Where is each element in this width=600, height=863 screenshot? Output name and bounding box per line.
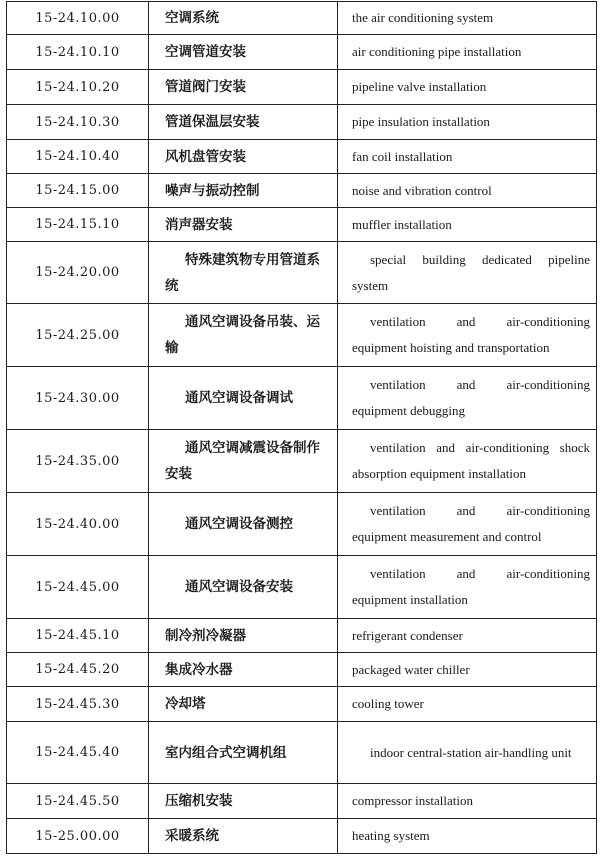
chinese-term-cell: 通风空调减震设备制作安装 <box>149 430 338 493</box>
chinese-term-cell: 通风空调设备安装 <box>149 556 338 619</box>
table-row <box>7 140 597 174</box>
english-term-cell: ventilation and air-conditioning shock absorption equipment installation <box>338 430 597 493</box>
chinese-term-cell: 风机盘管安装 <box>149 140 338 174</box>
classification-table <box>6 1 597 854</box>
english-term-cell: heating system <box>338 819 597 854</box>
english-term-cell: noise and vibration control <box>338 174 597 208</box>
chinese-term-cell: 消声器安装 <box>149 208 338 242</box>
english-term-cell: refrigerant condenser <box>338 619 597 653</box>
chinese-term-cell: 噪声与振动控制 <box>149 174 338 208</box>
table-row <box>7 653 597 687</box>
code-cell: 15-24.45.10 <box>7 619 149 653</box>
chinese-term-cell: 压缩机安装 <box>149 784 338 819</box>
english-term-cell: muffler installation <box>338 208 597 242</box>
table-row <box>7 722 597 784</box>
table-row <box>7 174 597 208</box>
code-cell: 15-24.10.10 <box>7 35 149 70</box>
code-cell: 15-24.20.00 <box>7 242 149 304</box>
code-cell: 15-24.10.40 <box>7 140 149 174</box>
english-term-cell: air conditioning pipe installation <box>338 35 597 70</box>
code-cell: 15-24.35.00 <box>7 430 149 493</box>
table-row <box>7 819 597 854</box>
english-term-cell: pipeline valve installation <box>338 70 597 105</box>
chinese-term-cell: 空调系统 <box>149 2 338 35</box>
chinese-term-cell: 管道阀门安装 <box>149 70 338 105</box>
table-row <box>7 784 597 819</box>
code-cell: 15-24.10.30 <box>7 105 149 140</box>
english-term-cell: fan coil installation <box>338 140 597 174</box>
english-term-cell: packaged water chiller <box>338 653 597 687</box>
chinese-term-cell: 通风空调设备测控 <box>149 493 338 556</box>
table-row <box>7 208 597 242</box>
english-term-cell: ventilation and air-conditioning equipment hoisting and transportation <box>338 304 597 367</box>
code-cell: 15-24.45.30 <box>7 687 149 722</box>
table-row <box>7 430 597 493</box>
table-row <box>7 35 597 70</box>
code-cell: 15-24.45.00 <box>7 556 149 619</box>
code-cell: 15-24.10.00 <box>7 2 149 35</box>
table-row <box>7 493 597 556</box>
chinese-term-cell: 采暖系统 <box>149 819 338 854</box>
table-row <box>7 70 597 105</box>
english-term-cell: special building dedicated pipeline system <box>338 242 597 304</box>
english-term-cell: pipe insulation installation <box>338 105 597 140</box>
chinese-term-cell: 室内组合式空调机组 <box>149 722 338 784</box>
table-row <box>7 304 597 367</box>
chinese-term-cell: 空调管道安装 <box>149 35 338 70</box>
english-term-cell: ventilation and air-conditioning equipment installation <box>338 556 597 619</box>
chinese-term-cell: 通风空调设备吊装、运输 <box>149 304 338 367</box>
code-cell: 15-24.30.00 <box>7 367 149 430</box>
chinese-term-cell: 通风空调设备调试 <box>149 367 338 430</box>
table-row <box>7 687 597 722</box>
table-row <box>7 242 597 304</box>
code-cell: 15-24.45.50 <box>7 784 149 819</box>
code-cell: 15-25.00.00 <box>7 819 149 854</box>
english-term-cell: ventilation and air-conditioning equipment measurement and control <box>338 493 597 556</box>
chinese-term-cell: 集成冷水器 <box>149 653 338 687</box>
chinese-term-cell: 冷却塔 <box>149 687 338 722</box>
code-cell: 15-24.15.10 <box>7 208 149 242</box>
english-term-cell: indoor central-station air-handling unit <box>338 722 597 784</box>
english-term-cell: cooling tower <box>338 687 597 722</box>
english-term-cell: the air conditioning system <box>338 2 597 35</box>
table-row <box>7 2 597 35</box>
code-cell: 15-24.45.40 <box>7 722 149 784</box>
code-cell: 15-24.15.00 <box>7 174 149 208</box>
english-term-cell: compressor installation <box>338 784 597 819</box>
table-row <box>7 619 597 653</box>
chinese-term-cell: 制冷剂冷凝器 <box>149 619 338 653</box>
code-cell: 15-24.10.20 <box>7 70 149 105</box>
chinese-term-cell: 特殊建筑物专用管道系统 <box>149 242 338 304</box>
table-row <box>7 367 597 430</box>
code-cell: 15-24.45.20 <box>7 653 149 687</box>
table-row <box>7 105 597 140</box>
chinese-term-cell: 管道保温层安装 <box>149 105 338 140</box>
table-row <box>7 556 597 619</box>
english-term-cell: ventilation and air-conditioning equipment debugging <box>338 367 597 430</box>
code-cell: 15-24.40.00 <box>7 493 149 556</box>
code-cell: 15-24.25.00 <box>7 304 149 367</box>
